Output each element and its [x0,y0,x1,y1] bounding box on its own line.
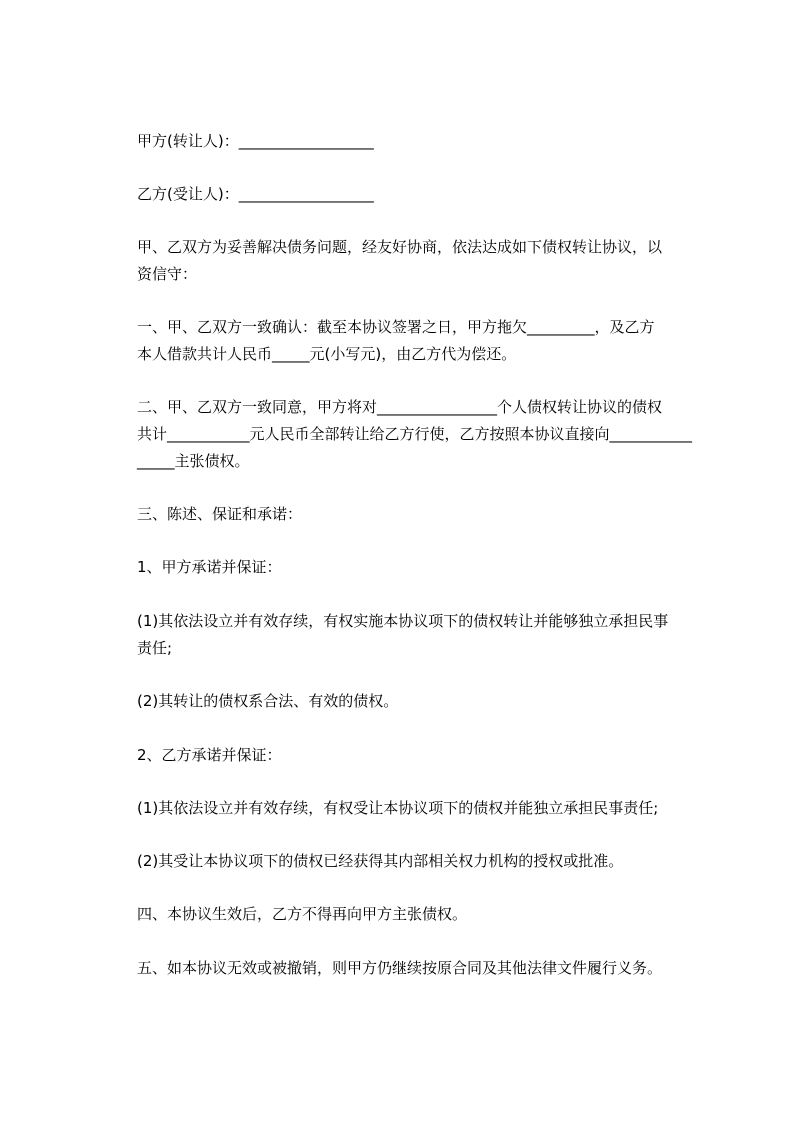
clause5: 五、如本协议无效或被撤销，则甲方仍继续按原合同及其他法律文件履行义务。 [137,959,663,977]
clause3-1-item1-line1: (1)其依法设立并有效存续，有权实施本协议项下的债权转让并能够独立承担民事 [137,612,669,630]
clause3-heading: 三、陈述、保证和承诺： [137,505,303,523]
clause4: 四、本协议生效后，乙方不得再向甲方主张债权。 [137,905,468,923]
intro-paragraph-line1: 甲、乙双方为妥善解决债务问题，经友好协商，依法达成如下债权转让协议，以 [137,238,663,256]
clause3-1-item1-line2: 责任; [137,639,173,657]
clause1-line2: 本人借款共计人民币_____元(小写元)，由乙方代为偿还。 [137,345,517,363]
clause3-2-heading: 2、乙方承诺并保证： [137,746,282,764]
clause1-line1: 一、甲、乙双方一致确认：截至本协议签署之日，甲方拖欠_________，及乙方 [137,318,655,336]
clause3-1-heading: 1、甲方承诺并保证： [137,558,282,576]
clause2-line1: 二、甲、乙双方一致同意，甲方将对________________个人债权转让协议的债权 [137,398,663,416]
clause2-line3: _____主张债权。 [137,452,250,470]
clause3-2-item2: (2)其受让本协议项下的债权已经获得其内部相关权力机构的授权或批准。 [137,852,624,870]
clause3-2-item1: (1)其依法设立并有效存续，有权受让本协议项下的债权并能独立承担民事责任; [137,799,659,817]
intro-paragraph-line2: 资信守： [137,265,198,283]
clause2-line2: 共计___________元人民币全部转让给乙方行使，乙方按照本协议直接向___________ [137,425,693,443]
clause3-1-item2: (2)其转让的债权系合法、有效的债权。 [137,692,399,710]
party-a-line: 甲方(转让人)：__________________ [137,132,374,150]
party-b-line: 乙方(受让人)：__________________ [137,185,374,203]
